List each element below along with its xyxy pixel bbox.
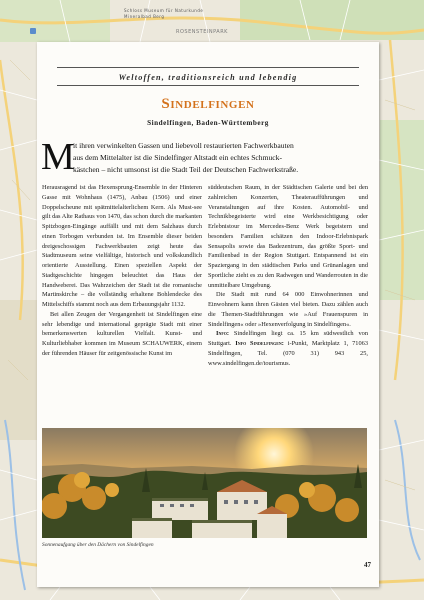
map-poi-label: Schloss Museum für Naturkunde [124,8,204,13]
header-rule-bottom [57,85,359,86]
map-poi-label: Mineralbad Berg [124,14,165,19]
body-paragraph: Herausragend ist das Hexensprung-Ensemble in der Hinteren Gasse mit Wohnhaus (1475), Anbau (1506) und einer Doppelscheune mit spätmittelalterlichem Kern. Als Must-see gilt das Alte Rathaus von 1470, das schon durch die markanten Spitzbogen-Eingänge auffällt und mit dem Salzhaus durch einen Torbogen verbunden ist. Im Ensemble dieser beiden dreigeschossigen Fachwerkbauten zeigt heute das Stadtmuseum seine vielfältige, historisch und volkskundlich orientierte Ausstellung. Einen speziellen Aspekt der Stadtgeschichte hingegen beleuchtet das Haus der Handweberei. Das Wahrzeichen der Stadt ist die romanische Martinskirche – die vollständig erhaltene Bohlendecke des Mittelschiffs stammt noch aus dem Erbauungsjahr 1132. [42,184,202,308]
intro-line: it ihren verwinkelten Gassen und liebevoll restaurierten Fachwerkbauten [73,141,294,150]
map-area-label: ROSENSTEINPARK [176,29,228,35]
photo-caption: Sonnenaufgang über den Dächern von Sindelfingen [42,542,154,548]
body-paragraph: süddeutschen Raum, in der Städtischen Galerie und bei den zahlreichen Konzerten, Theateraufführungen und Veranstaltungen auf ihre Kosten. Automobil- und Technikbegeisterte wird eine Werkbesichtigung oder Erlebnistour im Mercedes-Benz Werk begeistern und besonders Familien schätzen den Indoor-Erlebnispark Sensapolis sowie das Badezentrum, das größte Sport- und Familienbad in der Region Stuttgart. Entspannend ist ein Spaziergang in den städtischen Parks und Grünanlagen und Sportliche zieht es zu den Radwegen und Wanderrouten in die unmittelbare Umgebung. [208,184,368,289]
intro-line: kästchen – nicht umsonst ist die Stadt Teil der Deutschen Fachwerkstraße. [73,165,299,174]
map-location-badge [30,28,36,34]
text-column-right [208,183,368,368]
info-paragraph [208,329,368,368]
page-number: 47 [364,561,371,569]
info-label: Info Sindelfingen: [235,340,284,347]
article-subtitle: Sindelfingen, Baden-Württemberg [147,119,269,127]
magazine-page [37,42,379,587]
article-tagline: Weltoffen, traditionsreich und lebendig [118,73,298,82]
info-text: Sindelfingen liegt ca. 15 km südwestlich von Stuttgart. [208,330,368,347]
photo-illustration [42,428,367,538]
body-paragraph: Die Stadt mit rund 64 000 Einwohnerinnen und Einwohnern kann ihren Gästen viel bieten. Dazu zählen auch die Themen-Stadtführungen wie »Auf Frauenspuren in Sindelfingen« oder »Hexenverfolgung in Sindelfingen«. [208,291,368,328]
drop-cap: M [41,136,75,178]
info-text: i-Punkt, Marktplatz 1, 71063 Sindelfingen, Tel. (070 31) 943 25, www.sindelfingen.de/tourismus. [208,340,368,367]
article-title: Sindelfingen [161,96,255,112]
intro-line: aus dem Mittelalter ist die Sindelfinger Altstadt ein echtes Schmuck- [73,153,282,162]
header-rule-top [57,67,359,68]
body-paragraph: Bei allen Zeugen der Vergangenheit ist Sindelfingen eine sehr lebendige und international geprägte Stadt mit einer bemerkenswerten kulturellen Vielfalt. Kunst- und Kulturliebhaber kommen im Museum SCHAUWERK, einem der führenden Häuser für zeitgenössische Kunst im [42,310,202,357]
text-column-left [42,183,202,359]
sunrise-photo [42,428,367,538]
info-label: Info: [216,330,230,338]
